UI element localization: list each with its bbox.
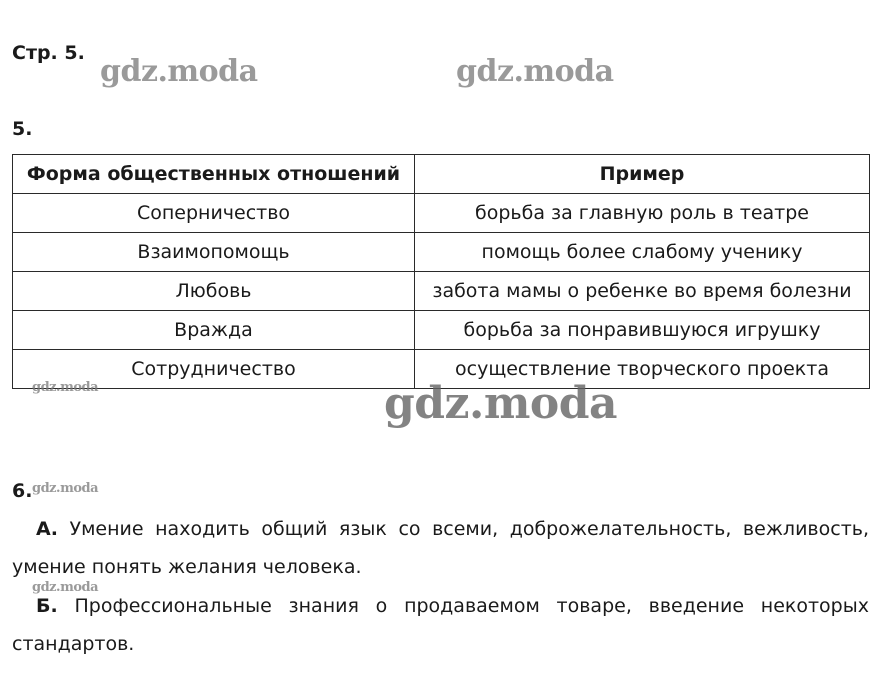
table-row: [13, 194, 870, 233]
watermark: gdz.moda: [384, 378, 618, 429]
watermark: gdz.moda: [32, 580, 99, 595]
watermark: gdz.moda: [456, 54, 614, 89]
table-header-cell: Форма общественных отношений: [13, 155, 415, 194]
table-header-cell: Пример: [415, 155, 870, 194]
table-cell-form: Взаимопомощь: [13, 233, 415, 272]
answer-a: [12, 510, 869, 586]
answer-a-text: Умение находить общий язык со всеми, доброжелательность, вежливость, умение понять желания человека.: [12, 518, 869, 578]
section-number-5: 5.: [12, 118, 33, 140]
answer-b: [12, 587, 869, 663]
table-cell-example: борьба за главную роль в театре: [415, 194, 870, 233]
table-cell-form: Соперничество: [13, 194, 415, 233]
table-cell-example: забота мамы о ребенке во время болезни: [415, 272, 870, 311]
answer-b-text: Профессиональные знания о продаваемом товаре, введение некоторых стандартов.: [12, 595, 869, 655]
forms-of-relations-table: [12, 154, 870, 389]
table-row: [13, 272, 870, 311]
watermark: gdz.moda: [32, 481, 99, 496]
table-cell-example: осуществление творческого проекта: [415, 350, 870, 389]
answer-a-label: А.: [36, 518, 58, 540]
watermark: gdz.moda: [32, 380, 99, 395]
table-cell-example: помощь более слабому ученику: [415, 233, 870, 272]
table-cell-form: Вражда: [13, 311, 415, 350]
table-cell-example: борьба за понравившуюся игрушку: [415, 311, 870, 350]
page-label: Стр. 5.: [12, 42, 85, 64]
answer-b-label: Б.: [36, 595, 58, 617]
watermark: gdz.moda: [100, 54, 258, 89]
table-cell-form: Сотрудничество: [13, 350, 415, 389]
section-number-6: 6.: [12, 480, 33, 502]
table-row: [13, 311, 870, 350]
table-cell-form: Любовь: [13, 272, 415, 311]
table-row: [13, 233, 870, 272]
table-header-row: [13, 155, 870, 194]
